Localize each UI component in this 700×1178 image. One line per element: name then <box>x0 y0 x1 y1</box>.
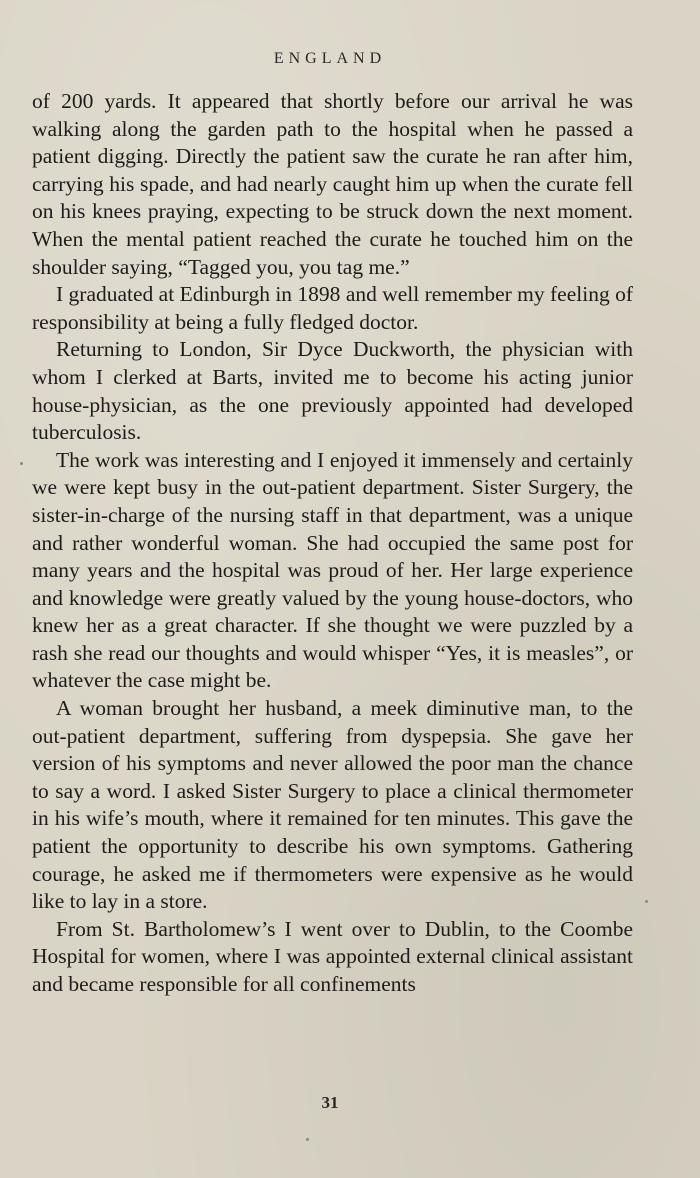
running-head: ENGLAND <box>273 50 387 67</box>
paragraph-thermometer: A woman brought her husband, a meek diminutive man, to the out-patient department, suffering from dyspepsia. She gave her version of his symptoms and never allowed the poor man the chance to say a word. I asked Sister Surgery to place a clinical thermometer in his wife’s mouth, where it remained for ten minutes. This gave the patient the opportunity to describe his own symptoms. Gathering courage, he asked me if thermometers were expensive as he would like to lay in a store. <box>32 696 633 914</box>
body-text <box>32 88 633 999</box>
paragraph-dublin: From St. Bartholomew’s I went over to Dublin, to the Coombe Hospital for women, where I was appointed external clinical assistant and became responsible for all confinements <box>32 916 633 996</box>
page-number: 31 <box>321 1093 339 1112</box>
paragraph-sister-surgery: The work was interesting and I enjoyed it immensely and certainly we were kept busy in the out-patient department. Sister Surgery, the sister-in-charge of the nursing staff in that department, was a unique and rather wonderful woman. She had occupied the same post for many years and the hospital was proud of her. Her large experience and knowledge were greatly valued by the young house-doctors, who knew her as a great character. If she thought we were puzzled by a rash she read our thoughts and would whisper “Yes, it is measles”, or whatever the case might be. <box>32 447 633 693</box>
paragraph-continued: of 200 yards. It appeared that shortly before our arrival he was walking along the garden path to the hospital when he passed a patient digging. Directly the patient saw the curate he ran after him, carrying his spade, and had nearly caught him up when the curate fell on his knees praying, expecting to be struck down the next moment. When the mental patient reached the curate he touched him on the shoulder saying, “Tagged you, you tag me.” <box>32 89 633 279</box>
paragraph-graduation: I graduated at Edinburgh in 1898 and well remember my feeling of responsibility at being a fully fledged doctor. <box>32 282 633 334</box>
paragraph-return-london: Returning to London, Sir Dyce Duckworth, the physician with whom I clerked at Barts, invited me to become his acting junior house-physician, as the one previously appointed had developed tuberculosis. <box>32 337 633 445</box>
paper-speck <box>306 1138 309 1141</box>
paper-speck <box>20 462 23 465</box>
paper-speck <box>645 900 648 903</box>
